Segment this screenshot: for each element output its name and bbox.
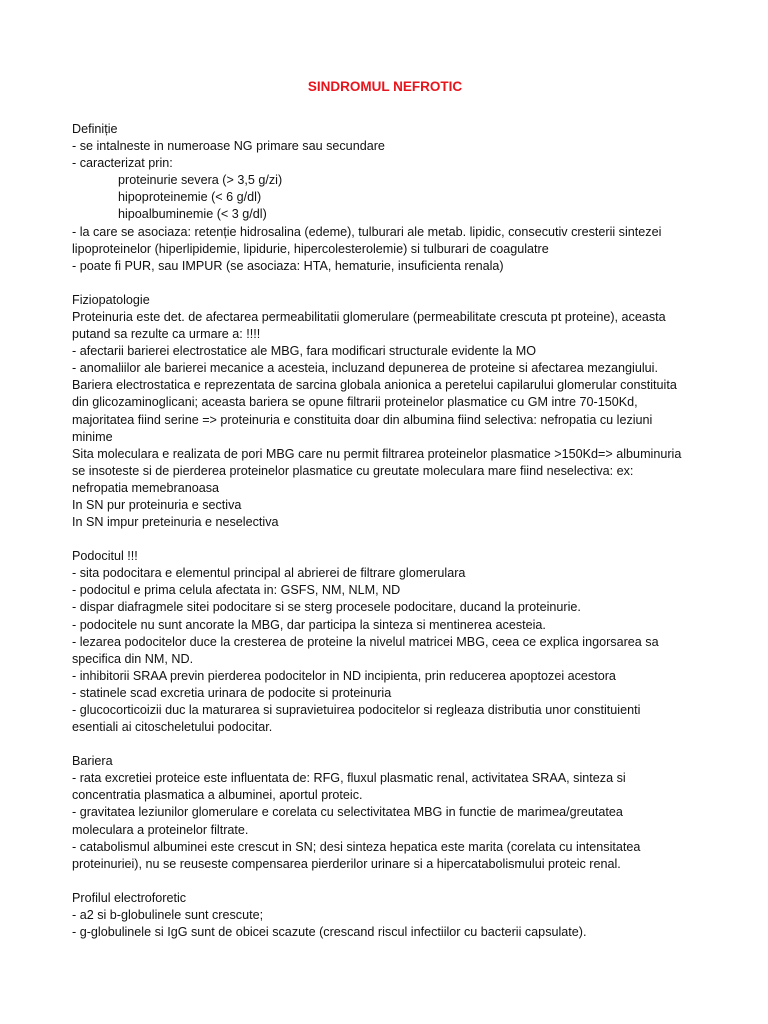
text-line: lipoproteinelor (hiperlipidemie, lipidurie, hipercolesterolemie) si tulburari de coagulatre <box>72 241 549 256</box>
section-heading: Definiție <box>72 122 118 136</box>
text-line: - rata excretiei proteice este influentata de: RFG, fluxul plasmatic renal, activitatea SRAA, sinteza si <box>72 771 626 786</box>
text-line: putand sa rezulte ca urmare a: !!!! <box>72 327 261 342</box>
text-line: - poate fi PUR, sau IMPUR (se asociaza: HTA, hematurie, insuficienta renala) <box>72 258 504 273</box>
text-line: nefropatia memebranoasa <box>72 480 220 495</box>
text-line: - inhibitorii SRAA previn pierderea podocitelor in ND incipienta, prin reducerea apoptozei acestora <box>72 668 616 683</box>
text-line: Proteinuria este det. de afectarea permeabilitatii glomerulare (permeabilitate crescuta pt proteine), aceasta <box>72 309 666 324</box>
text-line: majoritatea fiind serine => proteinuria e constituita doar din albumina fiind selectiva: nefropatia cu leziuni <box>72 412 653 427</box>
text-line: specifica din NM, ND. <box>72 651 194 666</box>
text-line: concentratia plasmatica a albuminei, aportul proteic. <box>72 788 363 803</box>
section <box>72 121 698 275</box>
document-title: SINDROMUL NEFROTIC <box>307 79 463 94</box>
text-line: din glicozaminoglicani; aceasta bariera se opune filtrarii proteinelor plasmatice cu GM intre 70-150Kd, <box>72 395 638 410</box>
section-heading: Profilul electroforetic <box>72 890 187 905</box>
text-line: Sita moleculara e realizata de pori MBG care nu permit filtrarea proteinelor plasmatice >150Kd=> albuminuria <box>72 446 682 461</box>
section-heading: Fiziopatologie <box>72 292 150 307</box>
section <box>72 890 698 941</box>
text-line: - glucocorticoizii duc la maturarea si supravietuirea podocitelor si regleaza distributia unor constituienti <box>72 703 641 717</box>
text-line: - lezarea podocitelor duce la cresterea de proteine la nivelul matricei MBG, ceea ce explica ingorsarea sa <box>72 634 659 649</box>
text-line: - g-globulinele si IgG sunt de obicei scazute (crescand riscul infectiilor cu bacterii capsulate). <box>72 925 587 940</box>
text-line: proteinurie severa (> 3,5 g/zi) <box>118 173 283 188</box>
text-line: In SN impur preteinuria e neselectiva <box>72 515 279 530</box>
text-line: - gravitatea leziunilor glomerulare e corelata cu selectivitatea MBG in functie de marimea/greutatea <box>72 805 623 820</box>
section <box>72 548 698 736</box>
text-line: - se intalneste in numeroase NG primare sau secundare <box>72 139 385 154</box>
text-line: - caracterizat prin: <box>72 156 173 171</box>
text-line: - statinele scad excretia urinara de podocite si proteinuria <box>72 685 392 700</box>
text-line: hipoalbuminemie (< 3 g/dl) <box>118 207 267 222</box>
text-line: - podocitul e prima celula afectata in: GSFS, NM, NLM, ND <box>72 583 401 598</box>
text-line: - la care se asociaza: retenție hidrosalina (edeme), tulburari ale metab. lipidic, consecutiv cresterii sintezei <box>72 224 662 239</box>
text-line: minime <box>72 429 113 444</box>
text-line: Bariera electrostatica e reprezentata de sarcina globala anionica a peretelui capilarului glomerular constituita <box>72 378 677 393</box>
text-line: moleculara a proteinelor filtrate. <box>72 822 249 837</box>
text-line: proteinuriei), nu se reuseste compensarea pierderilor urinare si a hipercatabolismului proteic renal. <box>72 856 621 871</box>
text-line: - afectarii barierei electrostatice ale MBG, fara modificari structurale evidente la MO <box>72 344 537 359</box>
text-line: hipoproteinemie (< 6 g/dl) <box>118 190 262 205</box>
text-line: - sita podocitara e elementul principal al abrierei de filtrare glomerulara <box>72 566 466 581</box>
section <box>72 753 698 873</box>
text-line: esentiali ai citoscheletului podocitar. <box>72 720 273 735</box>
section-heading: Podocitul !!! <box>72 549 138 564</box>
text-line: - catabolismul albuminei este crescut in SN; desi sinteza hepatica este marita (corelata cu intensitatea <box>72 839 641 854</box>
text-line: - a2 si b-globulinele sunt crescute; <box>72 907 264 922</box>
section-heading: Bariera <box>72 754 113 769</box>
document-body <box>72 121 698 941</box>
section <box>72 292 698 531</box>
text-line: se insoteste si de pierderea proteinelor plasmatice cu greutate moleculara mare fiind neselectiva: ex: <box>72 463 634 478</box>
text-line: - dispar diafragmele sitei podocitare si se sterg procesele podocitare, ducand la proteinurie. <box>72 600 581 615</box>
text-line: In SN pur proteinuria e sectiva <box>72 497 242 512</box>
text-line: - podocitele nu sunt ancorate la MBG, dar participa la sinteza si mentinerea acesteia. <box>72 617 546 632</box>
text-line: - anomaliilor ale barierei mecanice a acesteia, incluzand depunerea de proteine si afectarea mezangiului. <box>72 361 658 376</box>
